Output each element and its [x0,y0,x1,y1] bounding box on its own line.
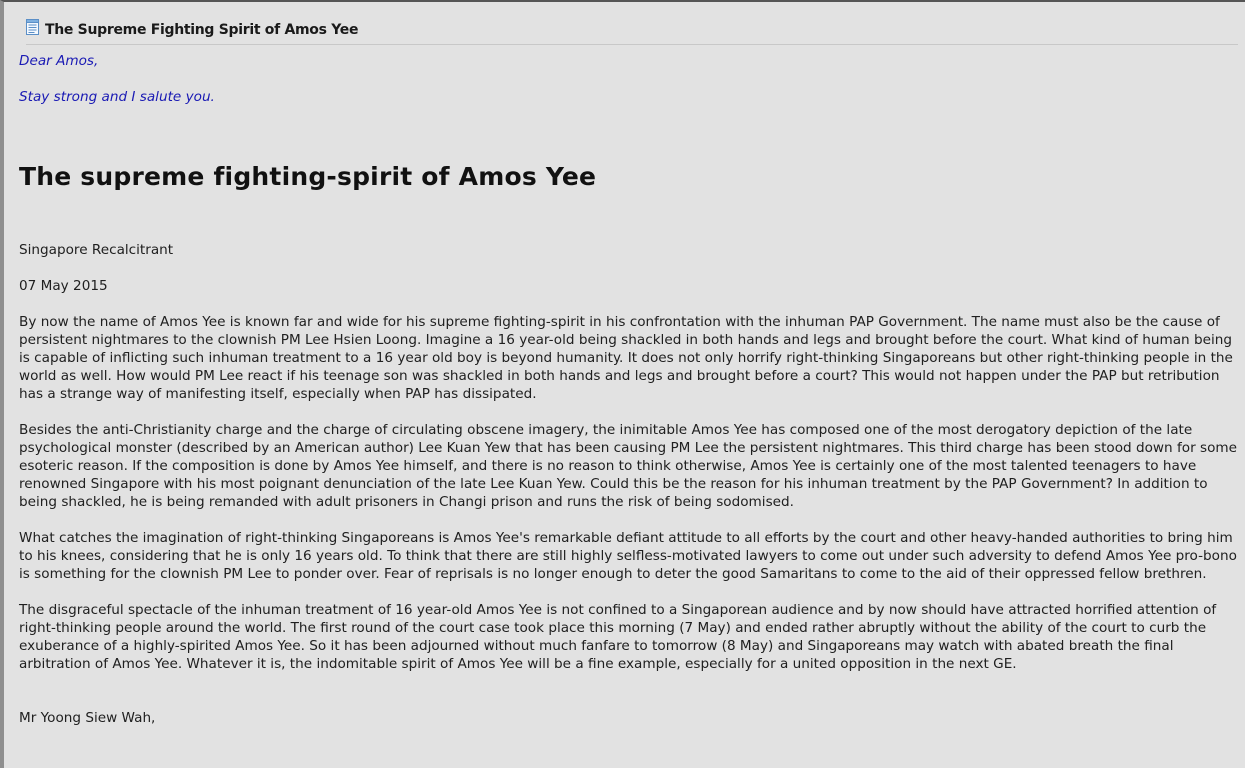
post-body [19,52,1239,727]
article-paragraph-3: What catches the imagination of right-thinking Singaporeans is Amos Yee's remarkable defiant attitude to all efforts by the court and other heavy-handed authorities to bring him to his knees, considering that he is only 16 years old. To think that there are still highly selfless-motivated lawyers to come out under such adversity to defend Amos Yee pro-bono is something for the clownish PM Lee to ponder over. Fear of reprisals is no longer enough to deter the good Samaritans to come to the aid of their oppressed fellow brethren. [19,530,1237,582]
post-title-bar [26,18,1238,45]
document-icon [26,19,40,35]
post-title: The Supreme Fighting Spirit of Amos Yee [45,22,359,38]
article-paragraph-1: By now the name of Amos Yee is known far and wide for his supreme fighting-spirit in his confrontation with the inhuman PAP Government. The name must also be the cause of persistent nightmares to the clownish PM Lee Hsien Loong. Imagine a 16 year-old being shackled in both hands and legs and brought before the court. What kind of human being is capable of inflicting such inhuman treatment to a 16 year old boy is beyond humanity. It does not only horrify right-thinking Singaporeans but other right-thinking people in the world as well. How would PM Lee react if his teenage son was shackled in both hands and legs and brought before a court? This would not happen under the PAP but retribution has a strange way of manifesting itself, especially when PAP has dissipated. [19,314,1233,402]
article-heading: The supreme fighting-spirit of Amos Yee [19,162,597,191]
article-paragraph-2: Besides the anti-Christianity charge and the charge of circulating obscene imagery, the inimitable Amos Yee has composed one of the most derogatory depiction of the late psychological monster (described by an American author) Lee Kuan Yew that has been causing PM Lee the persistent nightmares. This third charge has been stood down for some esoteric reason. If the composition is done by Amos Yee himself, and there is no reason to think otherwise, Amos Yee is certainly one of the most talented teenagers to have renowned Singapore with his most poignant denunciation of the late Lee Kuan Yew. Could this be the reason for his inhuman treatment by the PAP Government? In addition to being shackled, he is being remanded with adult prisoners in Changi prison and runs the risk of being sodomised. [19,422,1238,510]
article-date: 07 May 2015 [19,278,108,294]
article-paragraph-4: The disgraceful spectacle of the inhuman treatment of 16 year-old Amos Yee is not confined to a Singaporean audience and by now should have attracted horrified attention of right-thinking people around the world. The first round of the court case took place this morning (7 May) and ended rather abruptly without the ability of the court to curb the exuberance of a highly-spirited Amos Yee. So it has been adjourned without much fanfare to tomorrow (8 May) and Singaporeans may watch with abated breath the final arbitration of Amos Yee. Whatever it is, the indomitable spirit of Amos Yee will be a fine example, especially for a united opposition in the next GE. [19,602,1217,672]
greeting-message: Stay strong and I salute you. [19,89,215,105]
article-signature: Mr Yoong Siew Wah, [19,710,156,726]
greeting-salutation: Dear Amos, [19,53,99,69]
article-source: Singapore Recalcitrant [19,242,174,258]
